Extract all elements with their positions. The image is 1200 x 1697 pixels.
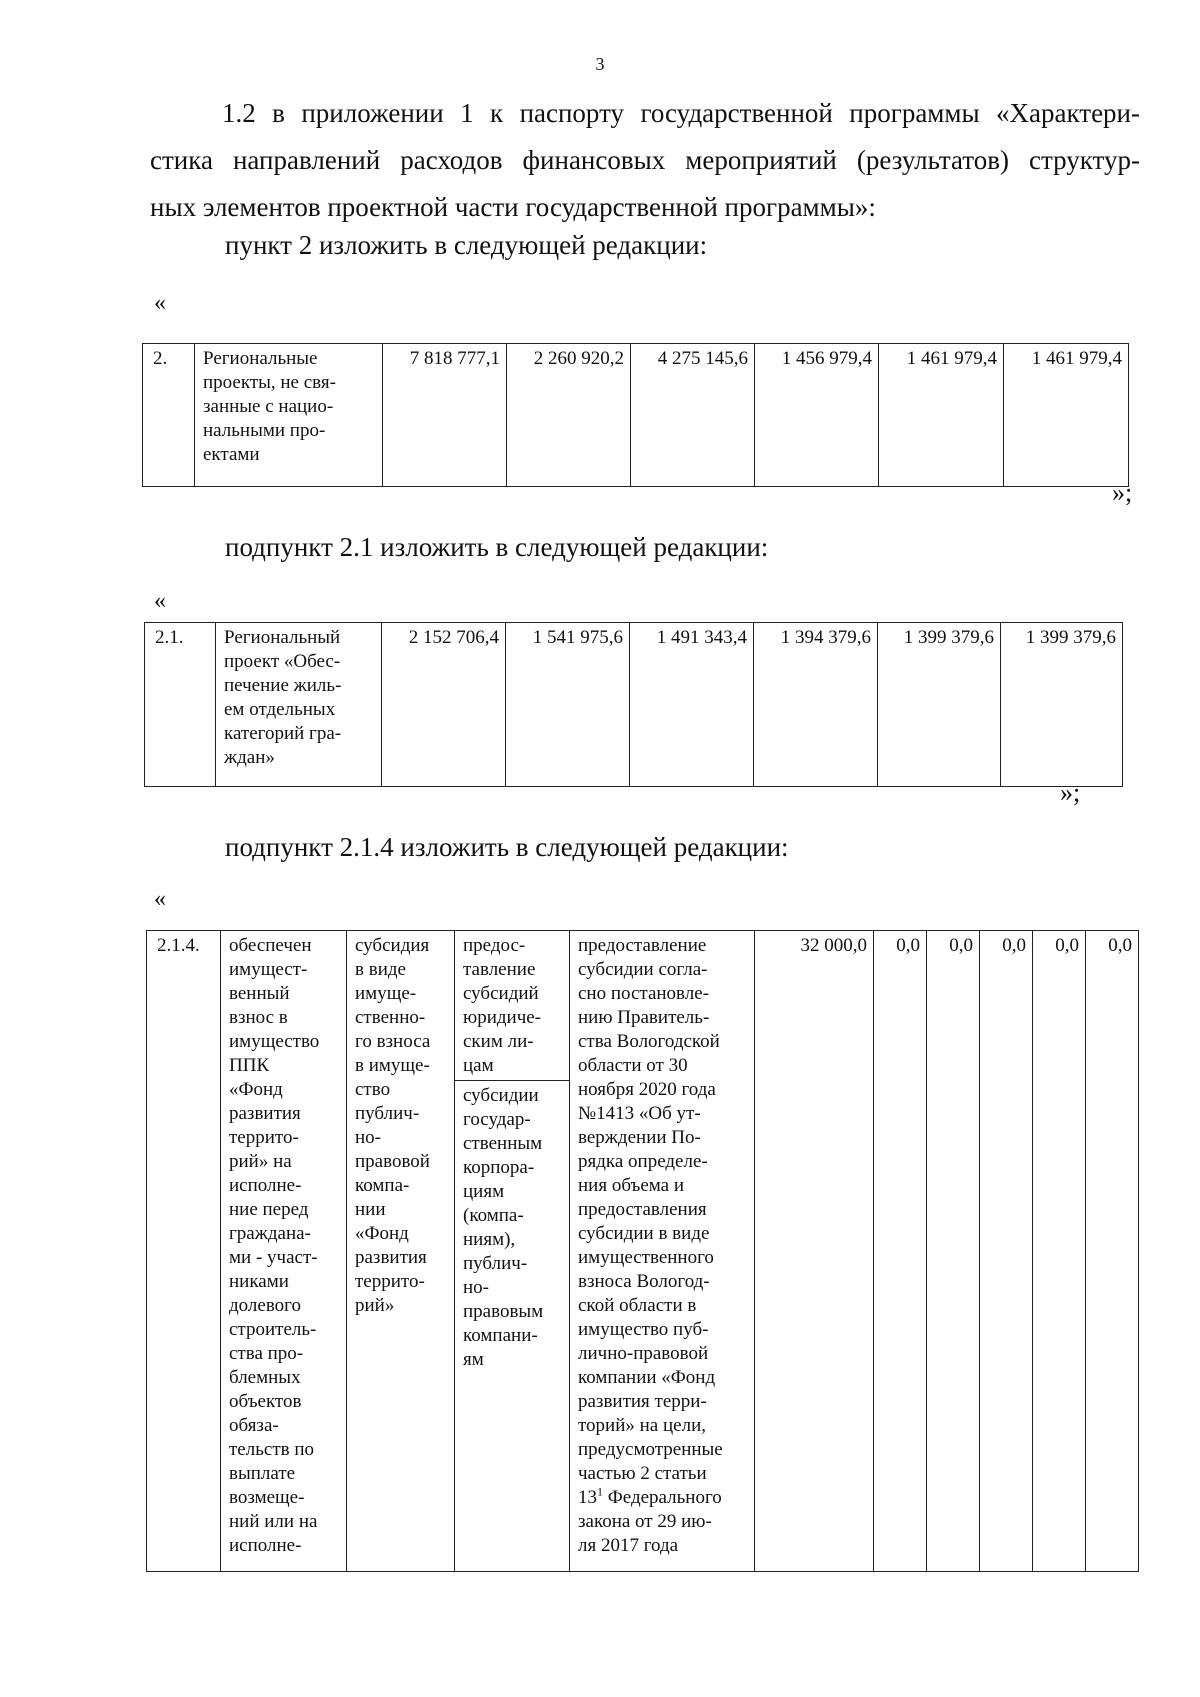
cell-line: исполне- [229,1175,302,1196]
intro-line-3: ных элементов проектной части государственной программы»: [150,192,876,222]
cell-line: но- [463,1277,489,1298]
cell-line: ниям), [463,1229,516,1250]
cell-line: долевого [229,1295,301,1316]
row-name-line: категорий гра- [224,723,342,744]
cell-line: ля 2017 года [578,1535,679,1556]
col-purpose [221,931,347,1572]
col-legal-basis [570,931,755,1572]
cell-line-article [578,1486,746,1510]
article-number: 13 [578,1487,597,1508]
cell-line: го взноса [355,1031,431,1052]
value-cell: 1 541 975,6 [506,623,630,787]
cell-line: в виде [355,959,406,980]
value-cell: 0,0 [874,931,927,1572]
instruction-section-3: подпункт 2.1.4 изложить в следующей редакции: [225,832,789,862]
cell-line: ства Вологодской [578,1031,720,1052]
table-row [143,344,1129,487]
cell-line: предоставление [578,935,707,956]
table-section-1 [142,343,1129,487]
row-name-line: Региональные [203,348,318,369]
cell-line: субсидий [463,983,539,1004]
value-cell: 1 461 979,4 [1004,344,1129,487]
recipient-state-corporations [455,1081,569,1374]
value-cell: 4 275 145,6 [631,344,755,487]
cell-line: взноса Вологод- [578,1271,710,1292]
value-cell: 1 461 979,4 [879,344,1004,487]
cell-line: объектов [229,1391,302,1412]
cell-line: террито- [355,1271,425,1292]
cell-line: возмеще- [229,1487,305,1508]
table-row [145,623,1123,787]
cell-line: ской области в [578,1295,697,1316]
quote-open-1: « [154,290,166,316]
row-name-line: проект «Обес- [224,651,341,672]
intro-line-1: 1.2 в приложении 1 к паспорту государственной программы «Характери- [222,98,1140,128]
cell-line: цам [463,1055,494,1076]
intro-line-2: стика направлений расходов финансовых мероприятий (результатов) структур- [150,145,1140,175]
cell-line: рий» [355,1295,395,1316]
cell-line: предоставления [578,1199,707,1220]
table-row [147,931,1139,1572]
cell-line: венный [229,983,290,1004]
cell-line: обеспечен [229,935,312,956]
intro-paragraph [150,90,1140,231]
row-name-line: печение жиль- [224,675,342,696]
value-cell: 0,0 [1033,931,1086,1572]
cell-line: государ- [463,1109,531,1130]
quote-close-2: »; [1060,778,1081,807]
cell-line: блемных [229,1367,301,1388]
article-rest: Федерального [603,1487,722,1508]
cell-line: имуще- [355,983,417,1004]
cell-line: предусмотренные [578,1439,723,1460]
cell-line: рий» на [229,1151,292,1172]
cell-line: предос- [463,935,526,956]
row-name-line: нальными про- [203,420,326,441]
cell-line: торий» на цели, [578,1415,706,1436]
value-cell: 2 152 706,4 [382,623,506,787]
cell-line: сно постановле- [578,983,710,1004]
cell-line: публич- [355,1103,420,1124]
value-cell: 0,0 [927,931,980,1572]
cell-line: имущество [229,1031,320,1052]
cell-line: обяза- [229,1415,279,1436]
cell-line: публич- [463,1253,528,1274]
cell-line: нии [355,1199,386,1220]
cell-line: террито- [229,1127,299,1148]
cell-line: субсидии согла- [578,959,708,980]
cell-line: развития [355,1247,427,1268]
cell-line: тельств по [229,1439,315,1460]
cell-line: субсидии [463,1085,539,1106]
value-cell: 1 491 343,4 [630,623,754,787]
table-section-2 [144,622,1123,787]
cell-line: ноября 2020 года [578,1079,716,1100]
cell-line: закона от 29 ию- [578,1511,712,1532]
value-cell: 1 399 379,6 [1001,623,1123,787]
cell-line: ство [355,1079,391,1100]
cell-line: ния объема и [578,1175,685,1196]
cell-line: ний или на [229,1511,318,1532]
quote-open-3: « [154,886,166,912]
cell-line: частью 2 статьи [578,1463,707,1484]
cell-line: ства про- [229,1343,304,1364]
cell-line: правовым [463,1301,544,1322]
cell-line: имущест- [229,959,308,980]
cell-line: компа- [355,1175,410,1196]
quote-close-1: »; [1112,478,1133,507]
cell-line: тавление [463,959,536,980]
cell-line: взнос в [229,1007,288,1028]
cell-line: (компа- [463,1205,524,1226]
cell-line: компани- [463,1325,538,1346]
row-name [195,344,383,487]
cell-line: лично-правовой [578,1343,709,1364]
cell-line: правовой [355,1151,430,1172]
value-cell: 32 000,0 [755,931,874,1572]
cell-line: №1413 «Об ут- [578,1103,701,1124]
row-name-line: проекты, не свя- [203,372,336,393]
value-cell: 1 394 379,6 [754,623,878,787]
cell-line: строитель- [229,1319,317,1340]
cell-line: ние перед [229,1199,309,1220]
row-name-line: ждан» [224,747,275,768]
cell-line: ственно- [355,1007,426,1028]
cell-line: компании «Фонд [578,1367,716,1388]
col-recipient [455,931,570,1572]
cell-line: ППК [229,1055,270,1076]
article-superscript: 1 [597,1484,603,1499]
cell-line: выплате [229,1463,296,1484]
cell-line: «Фонд [229,1079,283,1100]
cell-line: граждана- [229,1223,311,1244]
table-section-3 [146,930,1139,1572]
cell-line: корпора- [463,1157,535,1178]
cell-line: нию Правитель- [578,1007,710,1028]
row-name-line: Региональный [224,627,341,648]
cell-line: рядка определе- [578,1151,708,1172]
cell-line: области от 30 [578,1055,688,1076]
cell-line: имущественного [578,1247,714,1268]
cell-line: ми - участ- [229,1247,318,1268]
value-cell: 2 260 920,2 [507,344,631,487]
instruction-section-1: пункт 2 изложить в следующей редакции: [225,230,708,260]
cell-line: «Фонд [355,1223,409,1244]
row-code: 2.1. [145,623,216,787]
page-number: 3 [595,54,605,74]
value-cell: 0,0 [1086,931,1139,1572]
row-name-line: ектами [203,444,260,465]
cell-line: юридиче- [463,1007,542,1028]
cell-line: никами [229,1271,289,1292]
cell-line: ям [463,1349,484,1370]
row-name-line: занные с нацио- [203,396,334,417]
row-name-line: ем отдельных [224,699,336,720]
row-name [216,623,382,787]
cell-line: циям [463,1181,505,1202]
row-code: 2. [143,344,195,487]
cell-line: исполне- [229,1535,302,1556]
value-cell: 7 818 777,1 [383,344,507,487]
cell-line: развития терри- [578,1391,707,1412]
value-cell: 1 399 379,6 [878,623,1001,787]
instruction-section-2: подпункт 2.1 изложить в следующей редакции: [225,532,769,562]
cell-line: субсидия [355,935,430,956]
quote-open-2: « [154,588,166,614]
cell-line: субсидии в виде [578,1223,710,1244]
cell-line: верждении По- [578,1127,701,1148]
col-subsidy-type [347,931,455,1572]
row-code: 2.1.4. [147,931,221,1572]
cell-line: но- [355,1127,381,1148]
cell-line: ским ли- [463,1031,534,1052]
cell-line: имущество пуб- [578,1319,709,1340]
recipient-legal-entities [455,931,569,1081]
cell-line: развития [229,1103,301,1124]
value-cell: 0,0 [980,931,1033,1572]
cell-line: в имуще- [355,1055,430,1076]
cell-line: ственным [463,1133,543,1154]
value-cell: 1 456 979,4 [755,344,879,487]
